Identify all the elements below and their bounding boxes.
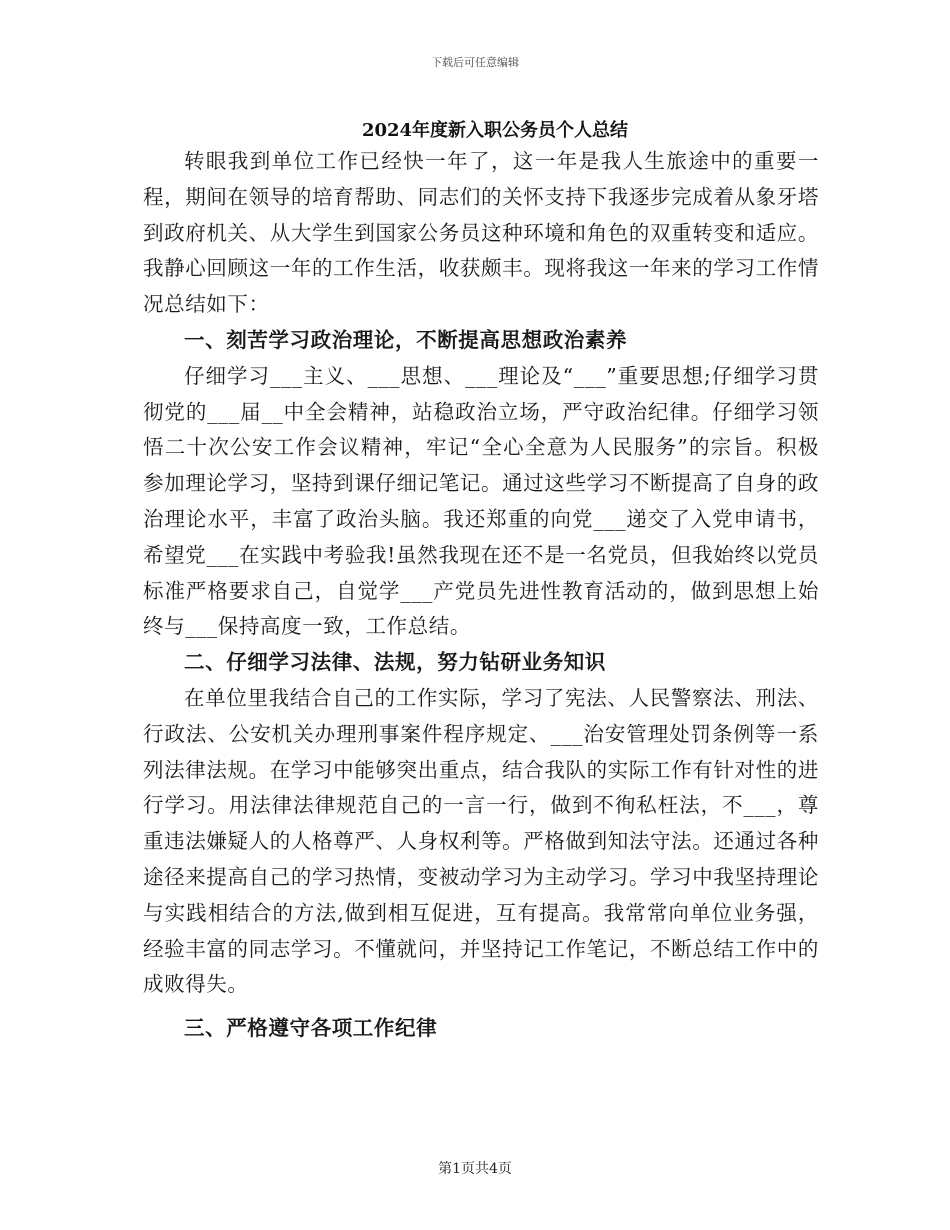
section-3-heading: 三、严格遵守各项工作纪律: [184, 1016, 438, 1041]
intro-paragraph: 转眼我到单位工作已经快一年了，这一年是我人生旅途中的重要一程，期间在领导的培育帮助、同志们的关怀支持下我逐步完成着从象牙塔到政府机关、从大学生到国家公务员这种环境和角色的双重转变和适应。我静心回顾这一年的工作生活，收获颇丰。现将我这一年来的学习工作情况总结如下：: [143, 149, 819, 317]
section-1-heading: 一、刻苦学习政治理论，不断提高思想政治素养: [184, 327, 628, 352]
document-body: [143, 144, 819, 1047]
document-title: 2024年度新入职公务员个人总结: [361, 120, 629, 141]
header-note: 下载后可任意编辑: [431, 56, 519, 69]
page-footer: 第1页共4页: [438, 1161, 512, 1177]
section-2-body: 在单位里我结合自己的工作实际，学习了宪法、人民警察法、刑法、行政法、公安机关办理刑事案件程序规定、___治安管理处罚条例等一系列法律法规。在学习中能够突出重点，结合我队的实际工作有针对性的进行学习。用法律法律规范自己的一言一行，做到不徇私枉法，不___，尊重违法嫌疑人的人格尊严、人身权利等。严格做到知法守法。还通过各种途径来提高自己的学习热情，变被动学习为主动学习。学习中我坚持理论与实践相结合的方法,做到相互促进，互有提高。我常常向单位业务强，经验丰富的同志学习。不懂就问，并坚持记工作笔记，不断总结工作中的成败得失。: [143, 685, 819, 997]
section-2-heading: 二、仔细学习法律、法规，努力钻研业务知识: [184, 650, 606, 675]
section-1-body: 仔细学习___主义、___思想、___理论及“___”重要思想;仔细学习贯彻党的___届__中全会精神，站稳政治立场，严守政治纪律。仔细学习领悟二十次公安工作会议精神，牢记“全心全意为人民服务”的宗旨。积极参加理论学习，坚持到课仔细记笔记。通过这些学习不断提高了自身的政治理论水平，丰富了政治头脑。我还郑重的向党___递交了入党申请书，希望党___在实践中考验我!虽然我现在还不是一名党员，但我始终以党员标准严格要求自己，自觉学___产党员先进性教育活动的，做到思想上始终与___保持高度一致，工作总结。: [143, 363, 819, 639]
